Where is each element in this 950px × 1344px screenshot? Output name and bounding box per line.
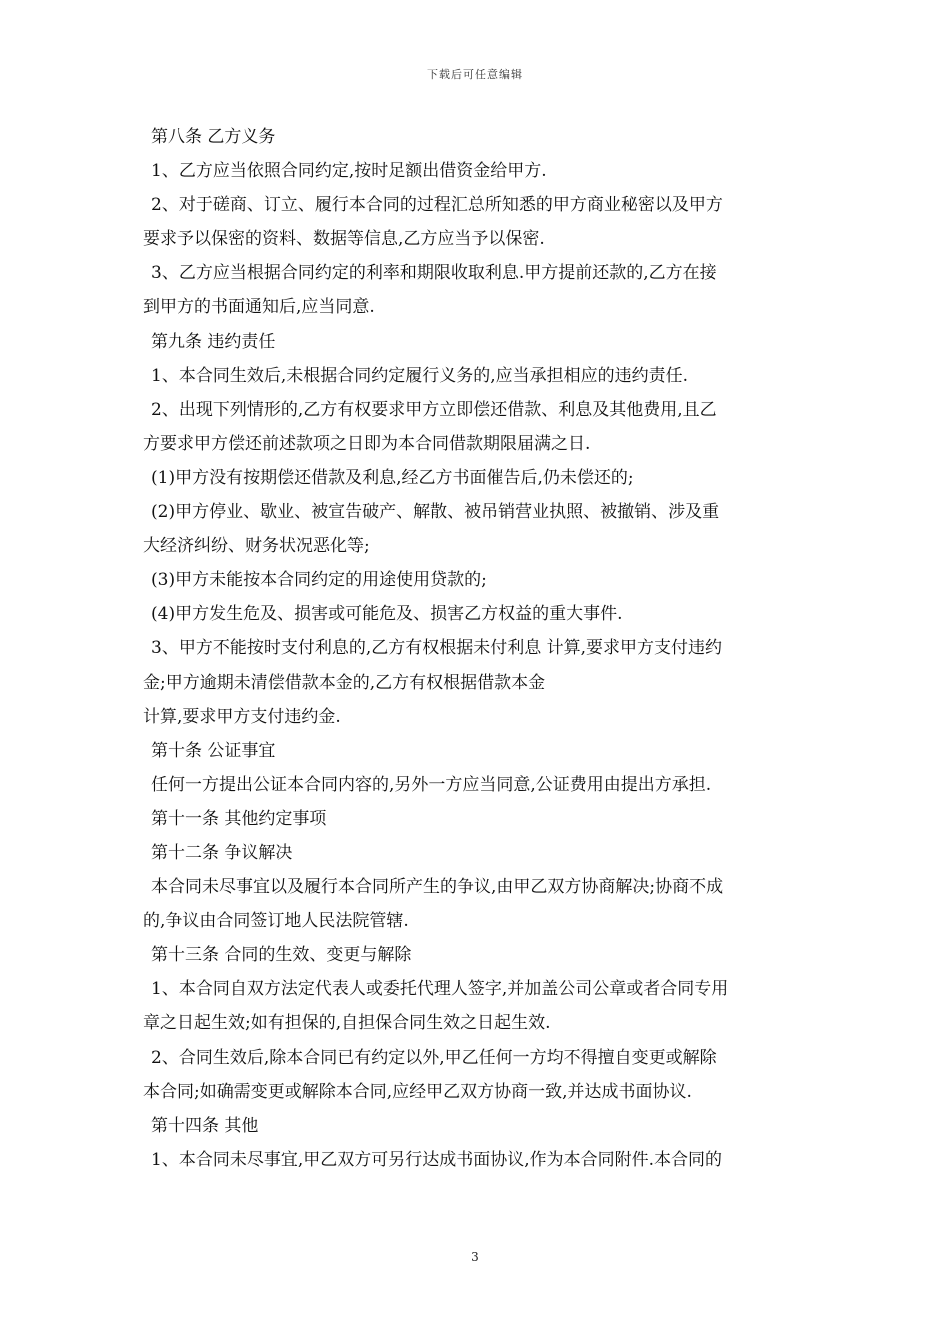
text-line: 要求予以保密的资料、数据等信息,乙方应当予以保密. (143, 229, 545, 250)
text-line: (2)甲方停业、歇业、被宣告破产、解散、被吊销营业执照、被撤销、涉及重 (151, 502, 720, 523)
text-line: (4)甲方发生危及、损害或可能危及、损害乙方权益的重大事件. (151, 604, 623, 625)
text-line: 2、出现下列情形的,乙方有权要求甲方立即偿还借款、利息及其他费用,且乙 (151, 399, 717, 420)
text-line: 第十三条 合同的生效、变更与解除 (151, 945, 412, 966)
text-line: 本合同未尽事宜以及履行本合同所产生的争议,由甲乙双方协商解决;协商不成 (151, 877, 724, 898)
document-body (143, 120, 811, 1177)
text-line: 金;甲方逾期未清偿借款本金的,乙方有权根据借款本金 (143, 672, 546, 693)
text-line: 1、本合同未尽事宜,甲乙双方可另行达成书面协议,作为本合同附件.本合同的 (151, 1149, 723, 1170)
text-line: 2、对于磋商、订立、履行本合同的过程汇总所知悉的甲方商业秘密以及甲方 (151, 195, 723, 216)
text-line: 第十条 公证事宜 (151, 740, 276, 761)
text-line: 到甲方的书面通知后,应当同意. (143, 297, 375, 318)
text-line: 第十一条 其他约定事项 (151, 808, 327, 829)
page-number: 3 (471, 1250, 479, 1264)
text-line: 章之日起生效;如有担保的,自担保合同生效之日起生效. (143, 1013, 551, 1034)
text-line: 方要求甲方偿还前述款项之日即为本合同借款期限届满之日. (143, 433, 591, 454)
text-line: (3)甲方未能按本合同约定的用途使用贷款的; (151, 570, 487, 591)
text-line: 1、乙方应当依照合同约定,按时足额出借资金给甲方. (151, 161, 547, 182)
text-line: 第九条 违约责任 (151, 331, 276, 352)
text-line: 第十二条 争议解决 (151, 842, 293, 863)
text-line: 本合同;如确需变更或解除本合同,应经甲乙双方协商一致,并达成书面协议. (143, 1081, 692, 1102)
text-line: 1、本合同生效后,未根据合同约定履行义务的,应当承担相应的违约责任. (151, 365, 689, 386)
text-line: 任何一方提出公证本合同内容的,另外一方应当同意,公证费用由提出方承担. (151, 774, 712, 795)
text-line: 计算,要求甲方支付违约金. (143, 706, 341, 727)
page-header: 下载后可任意编辑 (427, 68, 523, 81)
text-line: 1、本合同自双方法定代表人或委托代理人签字,并加盖公司公章或者合同专用 (151, 979, 729, 1000)
text-line: 第八条 乙方义务 (151, 127, 276, 147)
text-line: 3、甲方不能按时支付利息的,乙方有权根据未付利息 计算,要求甲方支付违约 (151, 638, 723, 659)
text-line: 大经济纠纷、财务状况恶化等; (143, 536, 370, 557)
text-line: (1)甲方没有按期偿还借款及利息,经乙方书面催告后,仍未偿还的; (151, 467, 634, 488)
text-line: 第十四条 其他 (151, 1115, 259, 1136)
text-line: 3、乙方应当根据合同约定的利率和期限收取利息.甲方提前还款的,乙方在接 (151, 263, 717, 284)
text-line: 的,争议由合同签订地人民法院管辖. (143, 911, 409, 932)
text-line: 2、合同生效后,除本合同已有约定以外,甲乙任何一方均不得擅自变更或解除 (151, 1047, 717, 1068)
